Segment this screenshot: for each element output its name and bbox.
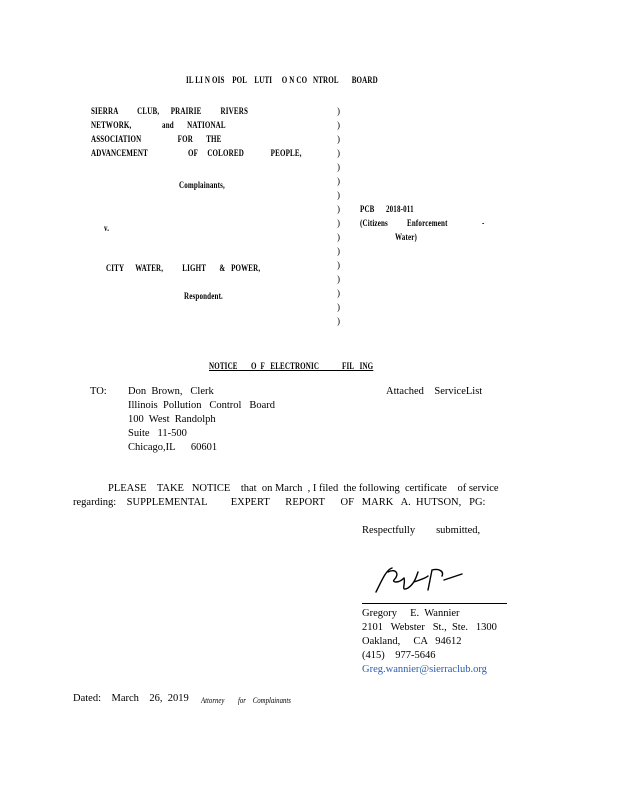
complainants-label: Complainants, (179, 180, 225, 190)
respondent-name: CITY WATER, LIGHT & POWER, (106, 263, 261, 273)
board-title: IL LI N OIS POL LUTI O N CO NTROL BOARD (186, 75, 378, 85)
dated-line: Dated: March 26, 2019 (73, 693, 189, 704)
body-line-1: PLEASE TAKE NOTICE that on March , I filed the following certificate of service (108, 483, 499, 494)
signer-address-2: Oakland, CA 94612 (362, 636, 462, 647)
respondent-label: Respondent. (184, 291, 223, 301)
to-label: TO: (90, 386, 107, 397)
to-line-3: 100 West Randolph (128, 414, 216, 425)
signature-line (362, 603, 507, 604)
to-line-5: Chicago,IL 60601 (128, 442, 218, 453)
closing-text: Respectfully submitted, (362, 525, 481, 536)
complainant-line-1: SIERRA CLUB, PRAIRIE RIVERS (91, 106, 248, 116)
signer-email-link[interactable]: Greg.wannier@sierraclub.org (362, 664, 487, 675)
complainant-line-3: ASSOCIATION FOR THE (91, 134, 222, 144)
body-line-2: regarding: SUPPLEMENTAL EXPERT REPORT OF MARK A. HUTSON, PG: (73, 497, 486, 508)
case-number: PCB 2018-011 (360, 204, 414, 214)
to-line-4: Suite 11-500 (128, 428, 187, 439)
signature-image (370, 562, 470, 598)
versus-label: v. (104, 223, 110, 233)
attorney-role: Attorney for Complainants (201, 696, 291, 705)
complainant-line-2: NETWORK, and NATIONAL (91, 120, 226, 130)
to-line-1: Don Brown, Clerk (128, 386, 214, 397)
complainant-line-4: ADVANCEMENT OF COLORED PEOPLE, (91, 148, 302, 158)
signer-name: Gregory E. Wannier (362, 608, 460, 619)
signer-address-1: 2101 Webster St., Ste. 1300 (362, 622, 497, 633)
to-line-2: Illinois Pollution Control Board (128, 400, 276, 411)
signer-phone: (415) 977-5646 (362, 650, 436, 661)
case-type-line-2: Water) (395, 232, 417, 242)
case-type-line-1: (Citizens Enforcement - (360, 218, 485, 228)
notice-title: NOTICE O F ELECTRONIC FIL ING (209, 361, 374, 371)
attached-service-list: Attached ServiceList (386, 386, 483, 397)
